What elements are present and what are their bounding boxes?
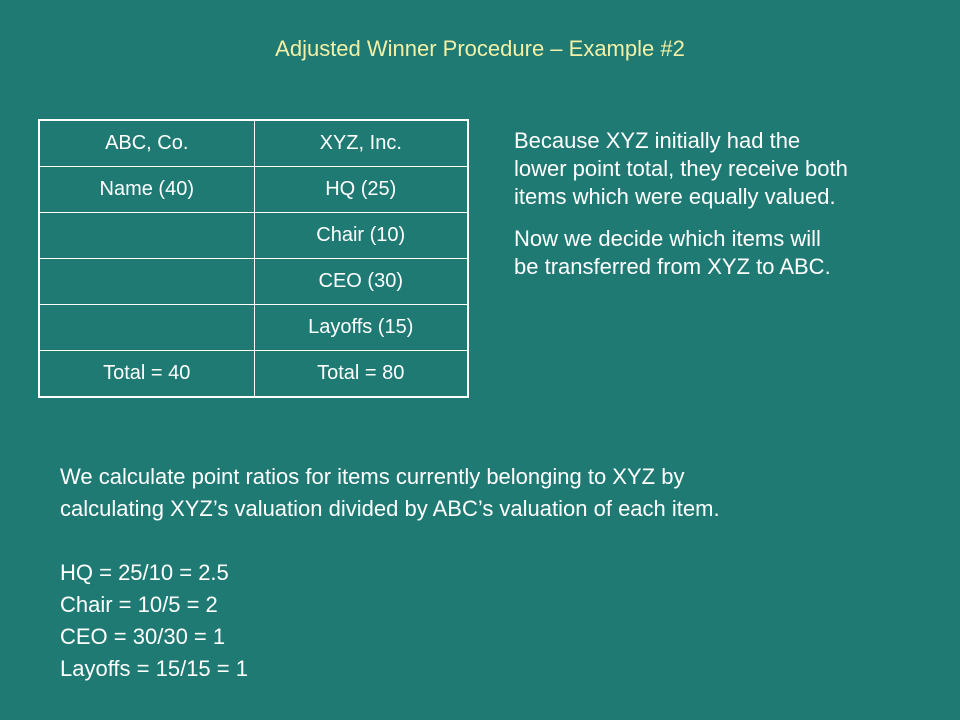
table-cell: HQ (25) — [254, 167, 468, 213]
text-line: Now we decide which items will — [514, 226, 821, 251]
table-cell: Chair (10) — [254, 213, 468, 259]
explanation-text — [514, 127, 934, 295]
ratio-ceo: CEO = 30/30 = 1 — [60, 624, 226, 649]
explanation-paragraph-1 — [514, 127, 934, 211]
table-row — [39, 213, 468, 259]
table-cell: ABC, Co. — [39, 120, 254, 167]
table-cell: Name (40) — [39, 167, 254, 213]
table-cell — [39, 213, 254, 259]
table-row — [39, 305, 468, 351]
text-line: calculating XYZ’s valuation divided by ABC’s valuation of each item. — [60, 496, 720, 521]
table-cell: XYZ, Inc. — [254, 120, 468, 167]
slide-title: Adjusted Winner Procedure – Example #2 — [275, 36, 685, 61]
spacer — [60, 525, 940, 557]
table-cell: Total = 80 — [254, 351, 468, 398]
text-line: lower point total, they receive both — [514, 156, 848, 181]
table-row — [39, 120, 468, 167]
table-cell: Total = 40 — [39, 351, 254, 398]
explanation-paragraph-2 — [514, 225, 934, 281]
text-line: be transferred from XYZ to ABC. — [514, 254, 831, 279]
table-row — [39, 351, 468, 398]
ratio-explanation — [60, 461, 940, 685]
text-line: items which were equally valued. — [514, 184, 836, 209]
table-row — [39, 259, 468, 305]
table-cell — [39, 305, 254, 351]
ratio-chair: Chair = 10/5 = 2 — [60, 592, 218, 617]
text-line: We calculate point ratios for items currently belonging to XYZ by — [60, 464, 685, 489]
table-cell — [39, 259, 254, 305]
ratio-layoffs: Layoffs = 15/15 = 1 — [60, 656, 248, 681]
table-cell: CEO (30) — [254, 259, 468, 305]
ratio-hq: HQ = 25/10 = 2.5 — [60, 560, 229, 585]
table-cell: Layoffs (15) — [254, 305, 468, 351]
text-line: Because XYZ initially had the — [514, 128, 801, 153]
table-row — [39, 167, 468, 213]
allocation-table — [38, 119, 469, 398]
